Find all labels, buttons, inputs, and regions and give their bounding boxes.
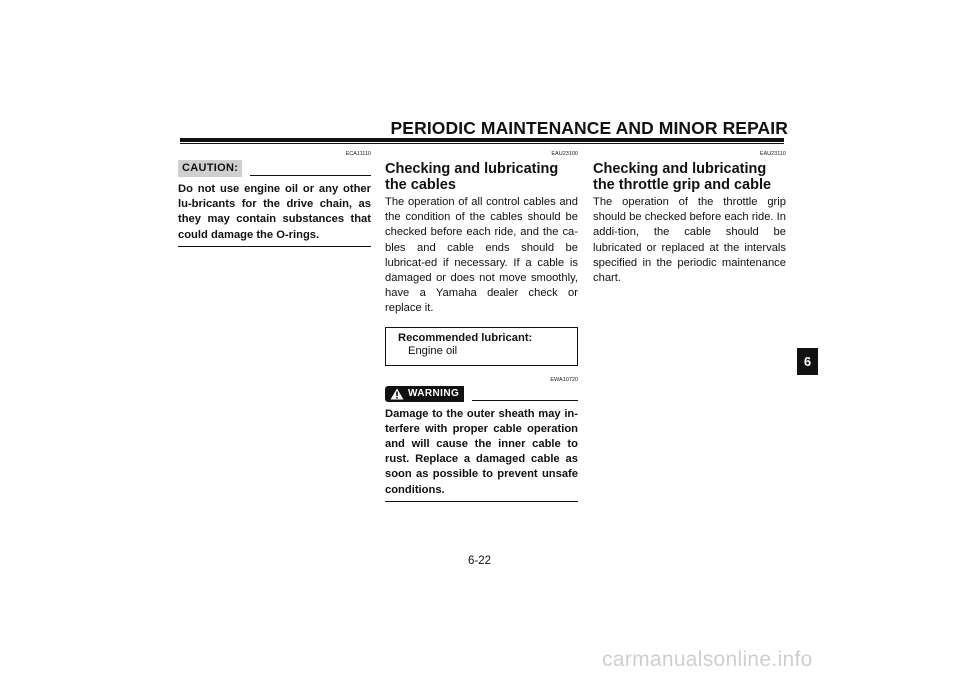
column-cables xyxy=(385,150,578,502)
caution-end-rule xyxy=(178,246,371,247)
warning-label xyxy=(385,386,464,402)
lubricant-value: Engine oil xyxy=(408,345,458,358)
page-number: 6-22 xyxy=(468,555,492,567)
warning-label-rule xyxy=(472,400,578,401)
lubricant-title: Recommended lubricant: xyxy=(398,331,533,344)
warning-label-text: WARNING xyxy=(408,387,460,399)
caution-code: ECA11110 xyxy=(345,151,371,157)
page-header-title: PERIODIC MAINTENANCE AND MINOR REPAIR xyxy=(390,118,788,138)
warning-triangle-icon xyxy=(390,388,404,400)
section-heading-throttle: Checking and lubricating the throttle grip and cable xyxy=(593,161,772,193)
section-heading-cables: Checking and lubricating the cables xyxy=(385,161,559,193)
section-body-cables: The operation of all control cables and the condition of the cables should be checked before each ride, and the ca-bles and cable ends should be lubricat-ed if necessary. If a cable is damaged or does not move smoothly, have a Yamaha dealer check or replace it. xyxy=(385,196,578,315)
caution-label-row xyxy=(178,160,371,177)
section-code-cables: EAU23100 xyxy=(551,151,578,157)
caution-text: Do not use engine oil or any other lu-bricants for the drive chain, as they may contain substances that could damage the O-rings. xyxy=(178,183,371,241)
warning-text: Damage to the outer sheath may in-terfere with proper cable operation and will cause the inner cable to rust. Replace a damaged cable as soon as possible to prevent unsafe conditions. xyxy=(385,407,578,496)
caution-label-rule xyxy=(250,175,371,176)
section-code-throttle: EAU23110 xyxy=(759,151,786,157)
header-rule xyxy=(180,138,784,142)
warning-code: EWA10720 xyxy=(550,376,578,383)
recommended-lubricant-box xyxy=(385,327,578,366)
watermark: carmanualsonline.info xyxy=(602,648,813,671)
column-caution xyxy=(178,150,371,247)
warning-end-rule xyxy=(385,501,578,502)
section-body-throttle: The operation of the throttle grip should be checked before each ride. In addi-tion, the cable should be lubricated or replaced at the intervals specified in the periodic maintenance chart. xyxy=(593,196,786,285)
column-throttle xyxy=(593,150,786,286)
warning-label-row xyxy=(385,386,578,402)
chapter-tab: 6 xyxy=(797,348,818,375)
header-rule-thin xyxy=(180,143,784,144)
caution-label: CAUTION: xyxy=(178,160,242,177)
